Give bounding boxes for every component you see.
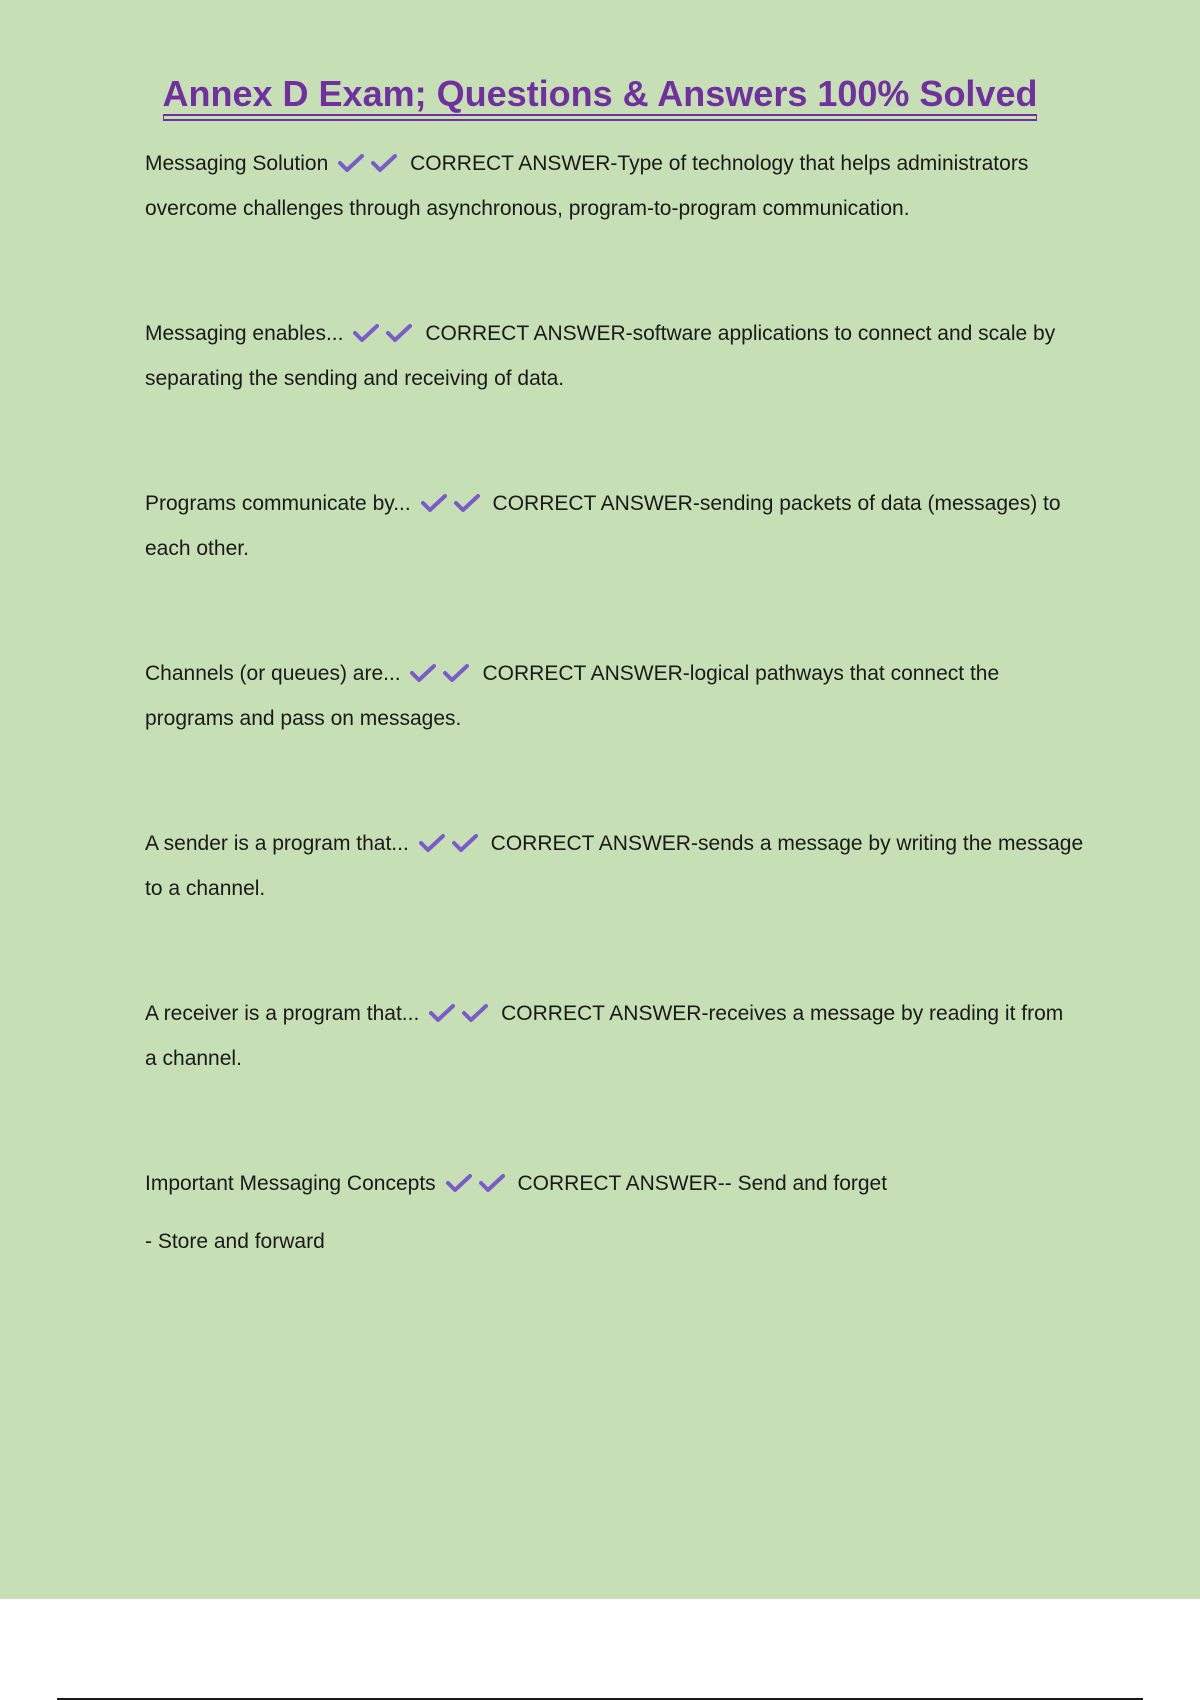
answer-text: logical pathways that connect the xyxy=(689,662,1000,685)
double-check-icon xyxy=(429,990,495,1035)
answer-continuation: to a channel. xyxy=(145,877,266,900)
answer-text: Type of technology that helps administrators xyxy=(617,152,1029,175)
double-check-icon xyxy=(353,310,419,355)
qa-item xyxy=(145,140,1105,231)
question-text: Channels (or queues) are... xyxy=(145,662,401,685)
page-title: Annex D Exam; Questions & Answers 100% Solved xyxy=(162,73,1038,114)
answer-continuation: - Store and forward xyxy=(145,1230,325,1253)
question-text: Messaging enables... xyxy=(145,322,344,345)
double-check-icon xyxy=(338,140,404,185)
answer-text: receives a message by reading it from xyxy=(708,1002,1064,1025)
double-check-icon xyxy=(419,820,485,865)
double-check-icon xyxy=(421,480,487,525)
qa-item xyxy=(145,990,1105,1081)
qa-item xyxy=(145,1160,1105,1206)
answer-prefix: CORRECT ANSWER- xyxy=(410,152,618,175)
answer-prefix: CORRECT ANSWER- xyxy=(501,1002,709,1025)
answer-prefix: CORRECT ANSWER- xyxy=(492,492,700,515)
qa-item xyxy=(145,310,1105,401)
answer-continuation: overcome challenges through asynchronous, program-to-program communication. xyxy=(145,197,910,220)
answer-text: software applications to connect and scale by xyxy=(632,322,1056,345)
answer-continuation: separating the sending and receiving of data. xyxy=(145,367,565,390)
double-check-icon xyxy=(410,650,476,695)
answer-prefix: CORRECT ANSWER- xyxy=(482,662,690,685)
qa-item xyxy=(145,650,1105,741)
answer-continuation: a channel. xyxy=(145,1047,242,1070)
answer-prefix: CORRECT ANSWER- xyxy=(490,832,698,855)
answer-continuation: each other. xyxy=(145,537,249,560)
qa-item xyxy=(145,480,1105,571)
answer-text: - Send and forget xyxy=(724,1172,888,1195)
answer-prefix: CORRECT ANSWER- xyxy=(517,1172,725,1195)
question-text: A receiver is a program that... xyxy=(145,1002,420,1025)
question-text: Important Messaging Concepts xyxy=(145,1172,436,1195)
answer-text: sending packets of data (messages) to xyxy=(699,492,1061,515)
answer-prefix: CORRECT ANSWER- xyxy=(425,322,633,345)
question-text: A sender is a program that... xyxy=(145,832,409,855)
answer-text: sends a message by writing the message xyxy=(697,832,1084,855)
double-check-icon xyxy=(446,1160,512,1205)
question-text: Programs communicate by... xyxy=(145,492,411,515)
answer-continuation: programs and pass on messages. xyxy=(145,707,462,730)
question-text: Messaging Solution xyxy=(145,152,329,175)
qa-item xyxy=(145,820,1105,911)
